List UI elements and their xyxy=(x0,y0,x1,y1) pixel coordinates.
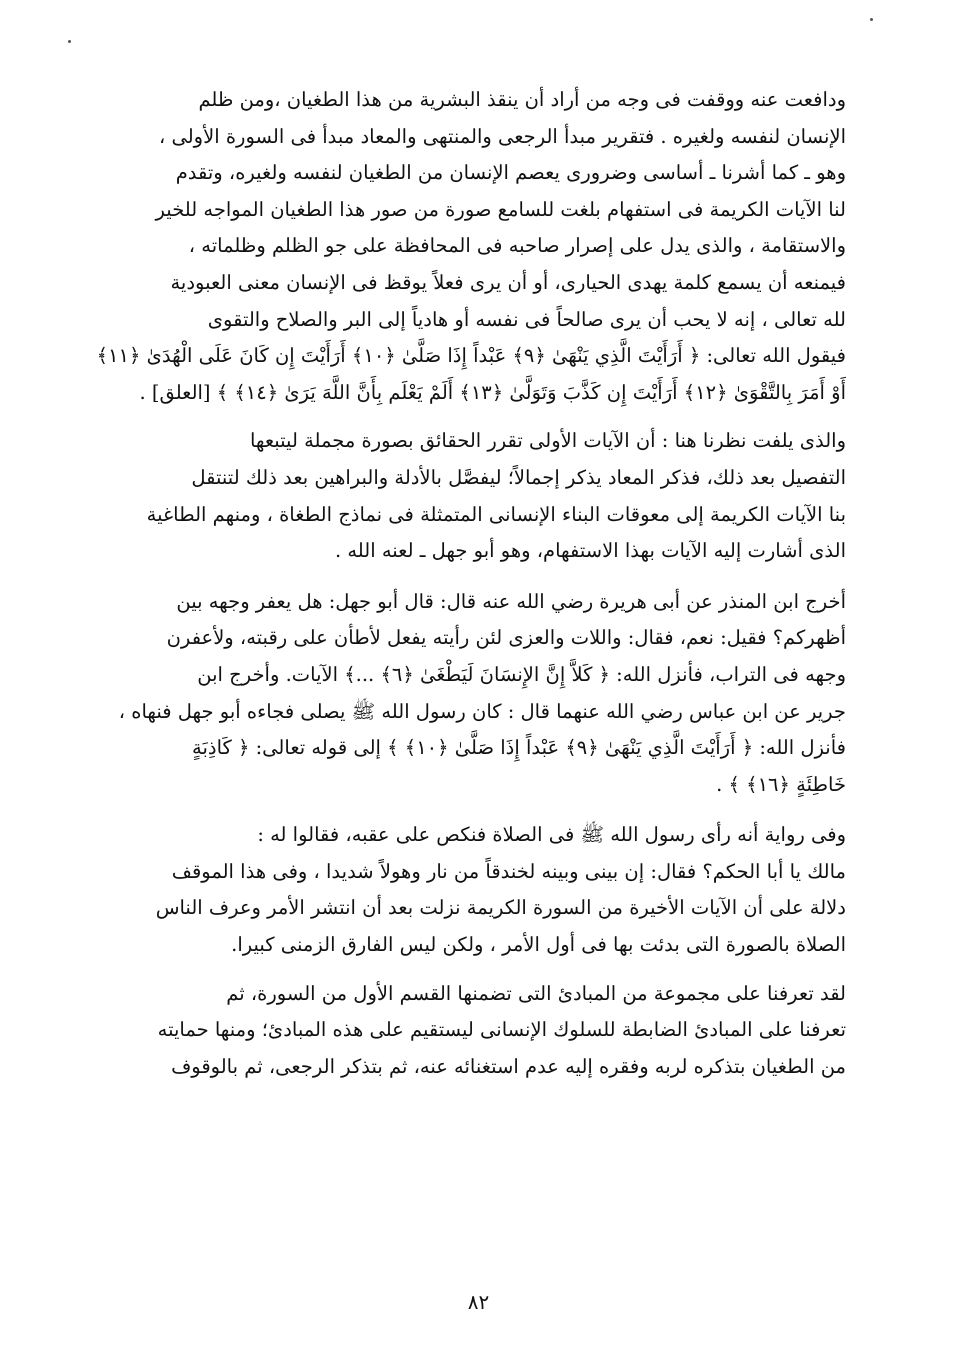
text-line: الصلاة بالصورة التى بدئت بها فى أول الأمر ، ولكن ليس الفارق الزمنى كبيرا. xyxy=(231,933,846,957)
text-line: دلالة على أن الآيات الأخيرة من السورة الكريمة نزلت بعد أن انتشر الأمر وعرف الناس xyxy=(155,896,846,920)
text-line: مالك يا أبا الحكم؟ فقال: إن بينى وبينه لخندقاً من نار وهولاً شديدا ، وفى هذا الموقف xyxy=(171,859,846,883)
quran-verse-line: وجهه فى التراب، فأنزل الله: ﴿ كَلاَّ إِنَّ الإِنسَانَ لَيَطْغَىٰ ﴿٦﴾ ...﴾ الآيات. وأخرج ابن xyxy=(197,662,846,686)
text-line: لله تعالى ، إنه لا يحب أن يرى صالحاً فى نفسه أو هادياً إلى البر والصلاح والتقوى xyxy=(207,307,846,331)
text-line: ودافعت عنه ووقفت فى وجه من أراد أن ينقذ البشرية من هذا الطغيان ،ومن ظلم xyxy=(198,88,846,111)
scan-speck xyxy=(870,18,873,21)
text-line: فيمنعه أن يسمع كلمة يهدى الحيارى، أو أن يرى فعلاً يوقظ فى الإنسان معنى العبودية xyxy=(170,270,846,294)
quran-verse-line: فأنزل الله: ﴿ أَرَأَيْتَ الَّذِي يَنْهَىٰ ﴿٩﴾ عَبْداً إِذَا صَلَّىٰ ﴿١٠﴾ ﴾ إلى قوله تعالى: ﴿ كَاذِبَةٍ xyxy=(192,736,846,760)
quran-verse-line: أَوْ أَمَرَ بِالتَّقْوَىٰ ﴿١٢﴾ أَرَأَيْتَ إِن كَذَّبَ وَتَوَلَّىٰ ﴿١٣﴾ أَلَمْ يَعْلَم بِأَنَّ اللَّهَ يَرَىٰ ﴿١٤﴾ ﴾ [العلق] . xyxy=(139,380,846,404)
text-line: وهو ـ كما أشرنا ـ أساسى وضرورى يعصم الإنسان من الطغيان لنفسه ولغيره، وتقدم xyxy=(175,161,846,185)
text-line: لقد تعرفنا على مجموعة من المبادئ التى تضمنها القسم الأول من السورة، ثم xyxy=(226,981,846,1005)
text-line: أظهركم؟ فقيل: نعم، فقال: واللات والعزى لئن رأيته يفعل لأطأن على رقبته، ولأعفرن xyxy=(166,626,846,650)
text-line: تعرفنا على المبادئ الضابطة للسلوك الإنسانى ليستقيم على هذه المبادئ؛ ومنها حمايته xyxy=(157,1018,846,1042)
text-line: أخرج ابن المنذر عن أبى هريرة رضي الله عنه قال: قال أبو جهل: هل يعفر وجهه بين xyxy=(176,589,846,613)
paragraph xyxy=(118,817,846,963)
paragraph xyxy=(118,584,846,804)
text-line: لنا الآيات الكريمة فى استفهام بلغت للسامع صورة من صور هذا الطغيان المواجه للخير xyxy=(155,197,846,221)
text-column xyxy=(96,82,846,1085)
text-line: والاستقامة ، والذى يدل على إصرار صاحبه فى المحافظة على جو الظلم وظلماته ، xyxy=(188,234,846,258)
paragraph xyxy=(96,82,846,411)
paragraph xyxy=(118,976,846,1086)
text-line: الذى أشارت إليه الآيات بهذا الاستفهام، وهو أبو جهل ـ لعنه الله . xyxy=(334,539,846,563)
text-line: جرير عن ابن عباس رضي الله عنهما قال : كان رسول الله ﷺ يصلى فجاءه أبو جهل فنهاه ، xyxy=(118,699,846,723)
text-line: وفى رواية أنه رأى رسول الله ﷺ فى الصلاة فنكص على عقبه، فقالوا له : xyxy=(257,823,846,847)
paragraph xyxy=(118,423,846,569)
page-number: ٨٢ xyxy=(467,1290,490,1314)
quran-verse-line: خَاطِئَةٍ ﴿١٦﴾ ﴾ . xyxy=(716,772,846,796)
quran-verse-line: فيقول الله تعالى: ﴿ أَرَأَيْتَ الَّذِي يَنْهَىٰ ﴿٩﴾ عَبْداً إِذَا صَلَّىٰ ﴿١٠﴾ أَرَأَيْتَ إِن كَانَ عَلَى الْهُدَىٰ ﴿١١﴾ xyxy=(96,344,846,368)
text-line: والذى يلفت نظرنا هنا : أن الآيات الأولى تقرر الحقائق بصورة مجملة ليتبعها xyxy=(249,429,846,453)
text-line: بنا الآيات الكريمة إلى معوقات البناء الإنسانى المتمثلة فى نماذج الطغاة ، ومنهم الطاغية xyxy=(146,502,846,526)
text-line: من الطغيان بتذكره لربه وفقره إليه عدم استغنائه عنه، ثم بتذكر الرجعى، ثم بالوقوف xyxy=(171,1054,846,1078)
text-line: الإنسان لنفسه ولغيره . فتقرير مبدأ الرجعى والمنتهى والمعاد مبدأ فى السورة الأولى ، xyxy=(158,124,846,148)
text-line: التفصيل بعد ذلك، فذكر المعاد يذكر إجمالاً؛ ليفصَّل بالأدلة والبراهين بعد ذلك لتنتقل xyxy=(191,465,846,489)
scan-speck xyxy=(68,40,71,43)
